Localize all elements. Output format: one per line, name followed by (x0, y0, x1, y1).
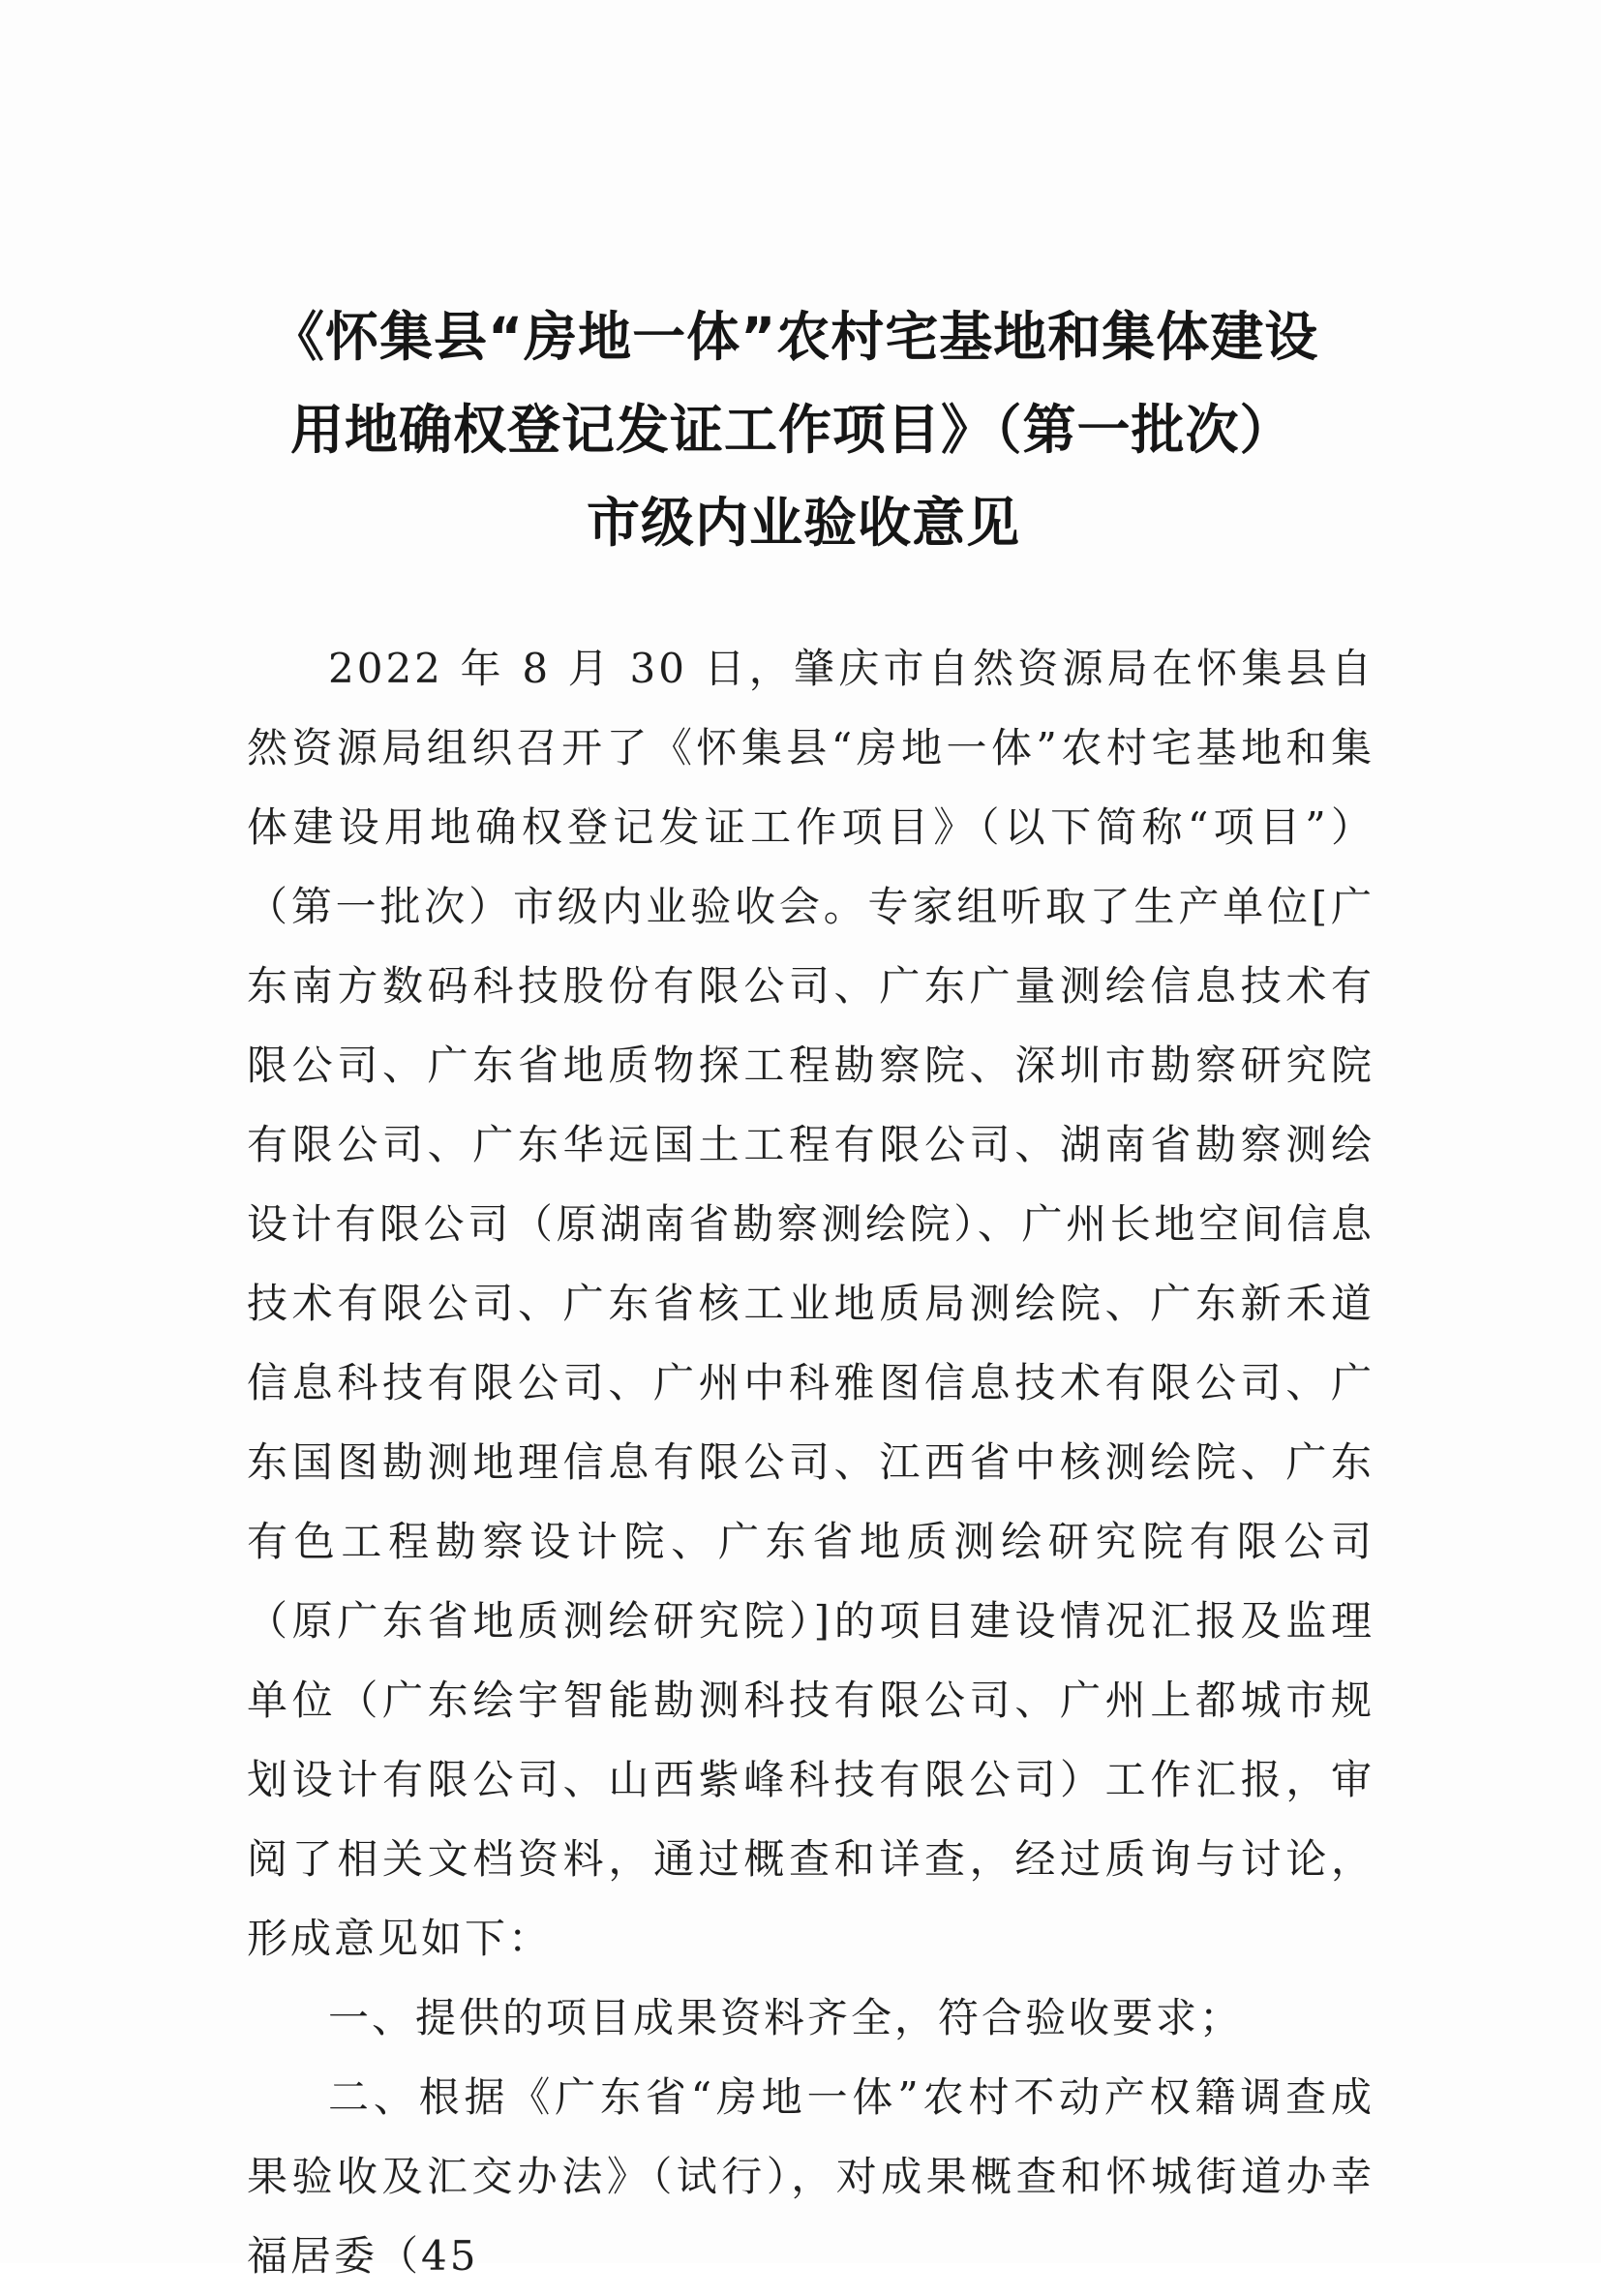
title-line-2: 用地确权登记发证工作项目》（第一批次） (290, 399, 1294, 461)
document-title (242, 290, 1384, 569)
document-body (247, 629, 1374, 2296)
paragraph-item-1: 一、提供的项目成果资料齐全，符合验收要求； (328, 1994, 1244, 2041)
paragraph-intro: 2022 年 8 月 30 日，肇庆市自然资源局在怀集县自然资源局组织召开了《怀集县“房地一体”农村宅基地和集体建设用地确权登记发证工作项目》（以下简称“项目”）（第一批次）市级内业验收会。专家组听取了生产单位[广东南方数码科技股份有限公司、广东广量测绘信息技术有限公司、广东省地质物探工程勘察院、深圳市勘察研究院有限公司、广东华远国土工程有限公司、湖南省勘察测绘设计有限公司（原湖南省勘察测绘院）、广州长地空间信息技术有限公司、广东省核工业地质局测绘院、广东新禾道信息科技有限公司、广州中科雅图信息技术有限公司、广东国图勘测地理信息有限公司、江西省中核测绘院、广东有色工程勘察设计院、广东省地质测绘研究院有限公司（原广东省地质测绘研究院）]的项目建设情况汇报及监理单位（广东绘宇智能勘测科技有限公司、广州上都城市规划设计有限公司、山西紫峰科技有限公司）工作汇报，审阅了相关文档资料，通过概查和详查，经过质询与讨论，形成意见如下： (247, 645, 1374, 1962)
title-line-1: 《怀集县“房地一体”农村宅基地和集体建设 (271, 306, 1319, 368)
title-line-3: 市级内业验收意见 (586, 492, 1020, 554)
paragraph-item-2: 二、根据《广东省“房地一体”农村不动产权籍调查成果验收及汇交办法》（试行），对成果概查和怀城街道办幸福居委（45 (247, 2073, 1374, 2280)
